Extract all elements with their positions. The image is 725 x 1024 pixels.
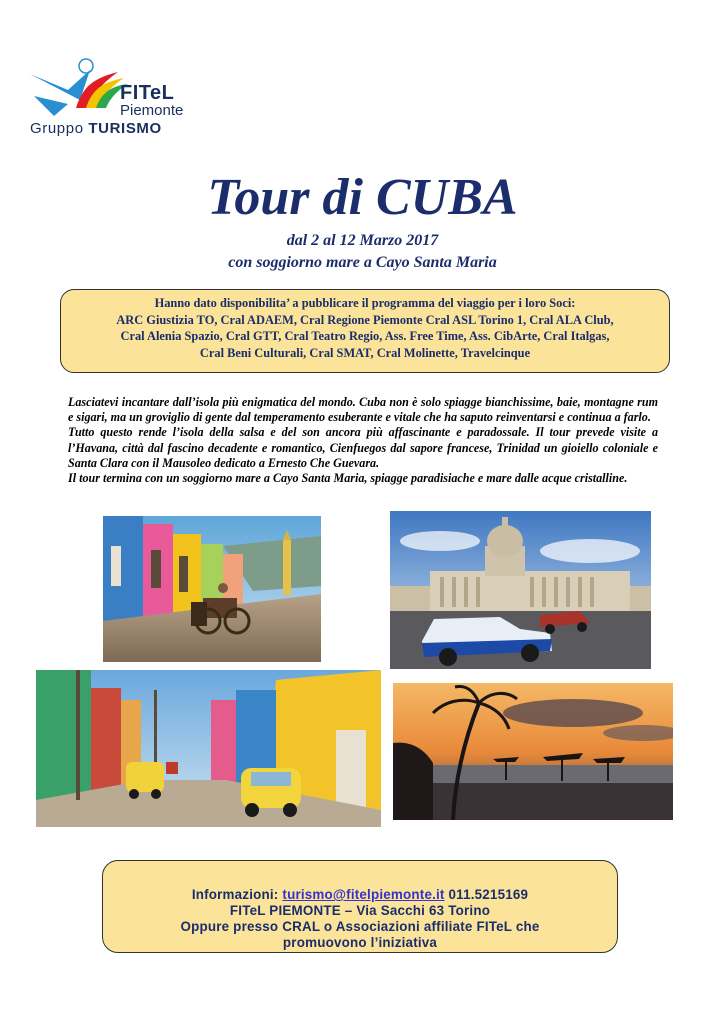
description-paragraph: Tutto questo rende l’isola della salsa e del son ancora più affascinante e paradossale. Il tour prevede visite a l’Havana, città dal fascino decadente e romantico, Cienfuegos dal sapore francese, Trinidad un gioiello coloniale e Santa Clara con il Mausoleo dedicato a Ernesto Che Guevara. (68, 425, 658, 470)
info-label: Informazioni: (191, 887, 279, 902)
info-address: FITeL PIEMONTE – Via Sacchi 63 Torino (229, 903, 491, 918)
tour-dates: dal 2 al 12 Marzo 2017 (286, 232, 439, 249)
info-alt-line: promuovono l’iniziativa (282, 935, 438, 950)
email-link[interactable]: turismo@fitelpiemonte.it (282, 887, 445, 902)
info-phone: 011.5215169 (448, 887, 529, 902)
logo-group-name: TURISMO (88, 120, 162, 137)
description-paragraph: Lasciatevi incantare dall’isola più enigmatica del mondo. Cuba non è solo spiagge bianchissime, baie, montagne rum e sigari, ma un groviglio di gente dal temperamento esuberante e vitale che ha saputo reinventarsi e continua a farlo. (68, 395, 658, 425)
photo-trinidad-street (103, 516, 321, 662)
photo-havana-capitolio (390, 511, 651, 669)
partners-line: Cral Beni Culturali, Cral SMAT, Cral Molinette, Travelcinque (199, 345, 531, 360)
tour-description (68, 395, 658, 486)
page-title: Tour di CUBA (207, 169, 518, 226)
logo-group-prefix: Gruppo (30, 120, 84, 137)
logo-region: Piemonte (120, 102, 184, 119)
logo-group (30, 120, 162, 137)
photo-colorful-street (36, 670, 381, 827)
info-box (102, 860, 618, 953)
partners-box (60, 289, 670, 373)
logo-brand: FITeL (120, 82, 175, 104)
partners-intro: Hanno dato disponibilita’ a pubblicare il programma del viaggio per i loro Soci: (154, 296, 576, 310)
partners-line: Cral Alenia Spazio, Cral GTT, Cral Teatro Regio, Ass. Free Time, Ass. CibArte, Cral Italgas, (120, 329, 610, 343)
description-paragraph: Il tour termina con un soggiorno mare a Cayo Santa Maria, spiagge paradisiache e mare dalle acque cristalline. (68, 471, 628, 486)
partners-line: ARC Giustizia TO, Cral ADAEM, Cral Regione Piemonte Cral ASL Torino 1, Cral ALA Club, (116, 312, 614, 327)
info-contact-line (103, 887, 617, 903)
tour-stay: con soggiorno mare a Cayo Santa Maria (228, 254, 497, 271)
fitel-logo (28, 56, 203, 138)
info-alt-line: Oppure presso CRAL o Associazioni affiliate FITeL che (180, 919, 540, 934)
photo-beach-sunset (393, 683, 673, 820)
